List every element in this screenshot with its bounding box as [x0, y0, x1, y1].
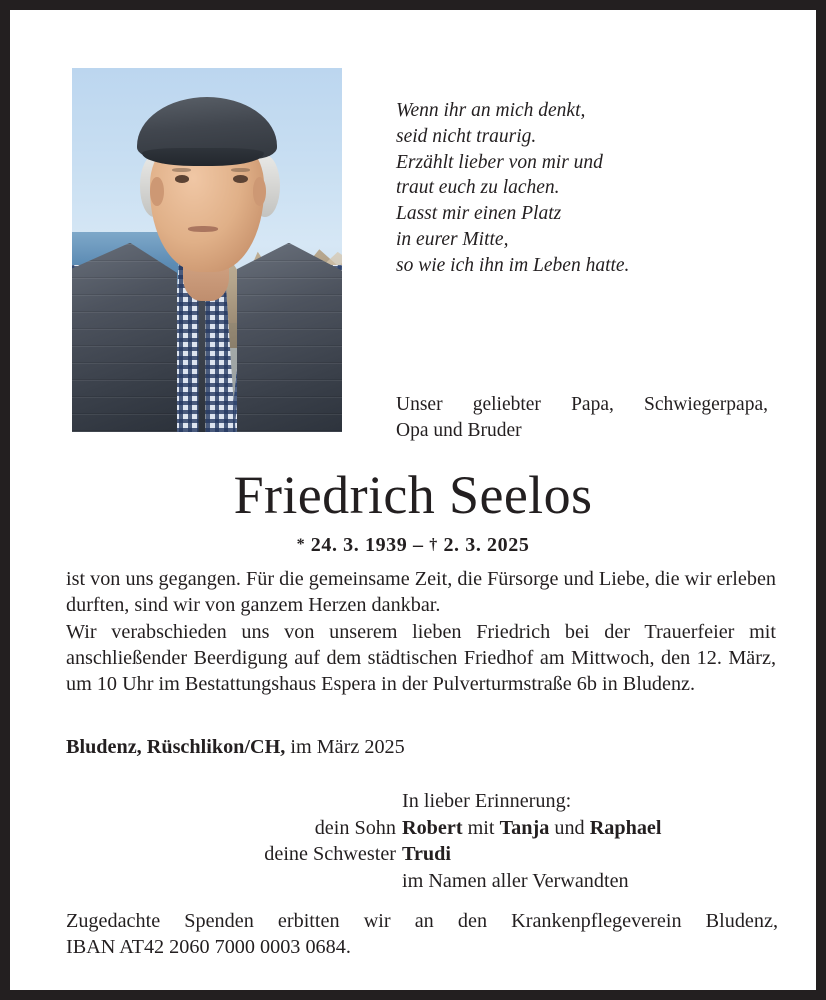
body-paragraph-1: ist von uns gegangen. Für die gemeinsame Zeit, die Fürsorge und Liebe, die wir erleben durften, sind wir von ganzem Herzen dankbar.: [66, 568, 776, 617]
photo-vest-right: [237, 243, 342, 432]
place-locations: Bludenz, Rüschlikon/CH,: [66, 736, 286, 758]
memorial-verse: [396, 98, 776, 279]
photo-eyebrow-left: [172, 168, 191, 172]
survivor-relation-son: dein Sohn: [314, 816, 396, 839]
verse-line-1: Wenn ihr an mich denkt,: [396, 100, 586, 121]
photo-mouth: [188, 226, 218, 232]
donation-iban: IBAN AT42 2060 7000 0003 0684.: [66, 936, 351, 959]
survivor-name-raphael: Raphael: [589, 816, 662, 839]
survivor-names-son: [402, 815, 661, 842]
photo-ear-left: [150, 177, 164, 206]
survivor-row: [10, 841, 816, 868]
notice-body: [66, 566, 776, 697]
survivor-names-sister: [402, 841, 451, 868]
donation-line-1: Zugedachte Spenden erbitten wir an den Krankenpflegeverein Bludenz,: [66, 910, 778, 932]
place-and-date: [66, 734, 405, 760]
date-separator: –: [413, 534, 424, 556]
survivor-name-robert: Robert: [402, 816, 463, 839]
survivor-conj-mit: mit: [467, 816, 495, 839]
birth-date: 24. 3. 1939: [310, 534, 408, 556]
death-date: 2. 3. 2025: [443, 534, 530, 556]
photo-vest-left: [72, 243, 177, 432]
photo-eyebrow-right: [231, 168, 250, 172]
relation-line-2: Opa und Bruder: [396, 420, 522, 441]
memory-footer-row: [10, 868, 816, 895]
notice-sheet: [10, 10, 816, 990]
survivor-row: [10, 815, 816, 842]
survivor-name-tanja: Tanja: [499, 816, 550, 839]
memory-heading: In lieber Erinnerung:: [402, 790, 572, 812]
memory-footer: im Namen aller Verwandten: [402, 869, 629, 892]
place-month: im März 2025: [290, 736, 405, 758]
survivor-relation-sister: deine Schwester: [264, 843, 396, 866]
portrait-photo: [72, 68, 342, 432]
verse-line-7: so wie ich ihn im Leben hatte.: [396, 254, 630, 276]
memory-heading-row: [10, 788, 816, 815]
body-paragraph-2: Wir verabschieden uns von unserem lieben Friedrich bei der Trauerfeier mit anschließender Beerdigung auf dem städtischen Friedhof am Mittwoch, den 12. März, um 10 Uhr im Bestattungshaus Espera in der Pulverturmstraße 6b in Bludenz.: [66, 620, 776, 696]
verse-line-4: traut euch zu lachen.: [396, 177, 560, 199]
birth-symbol-icon: *: [296, 536, 306, 553]
cross-symbol-icon: †: [429, 536, 438, 553]
verse-line-2: seid nicht traurig.: [396, 125, 537, 147]
survivors-block: [10, 788, 816, 894]
deceased-name: Friedrich Seelos: [233, 465, 593, 525]
life-dates: [10, 534, 816, 557]
portrait-photo-canvas: [72, 68, 342, 432]
survivor-conj-und: und: [554, 816, 585, 839]
header-block: [10, 10, 816, 440]
verse-line-6: in eurer Mitte,: [396, 228, 509, 250]
relation-line-1: Unser geliebter Papa, Schwiegerpapa,: [396, 394, 768, 415]
relation-line: [396, 392, 768, 444]
donation-note: [66, 908, 778, 961]
verse-line-3: Erzählt lieber von mir und: [396, 151, 603, 173]
verse-line-5: Lasst mir einen Platz: [396, 203, 562, 225]
survivor-name-trudi: Trudi: [402, 843, 451, 866]
